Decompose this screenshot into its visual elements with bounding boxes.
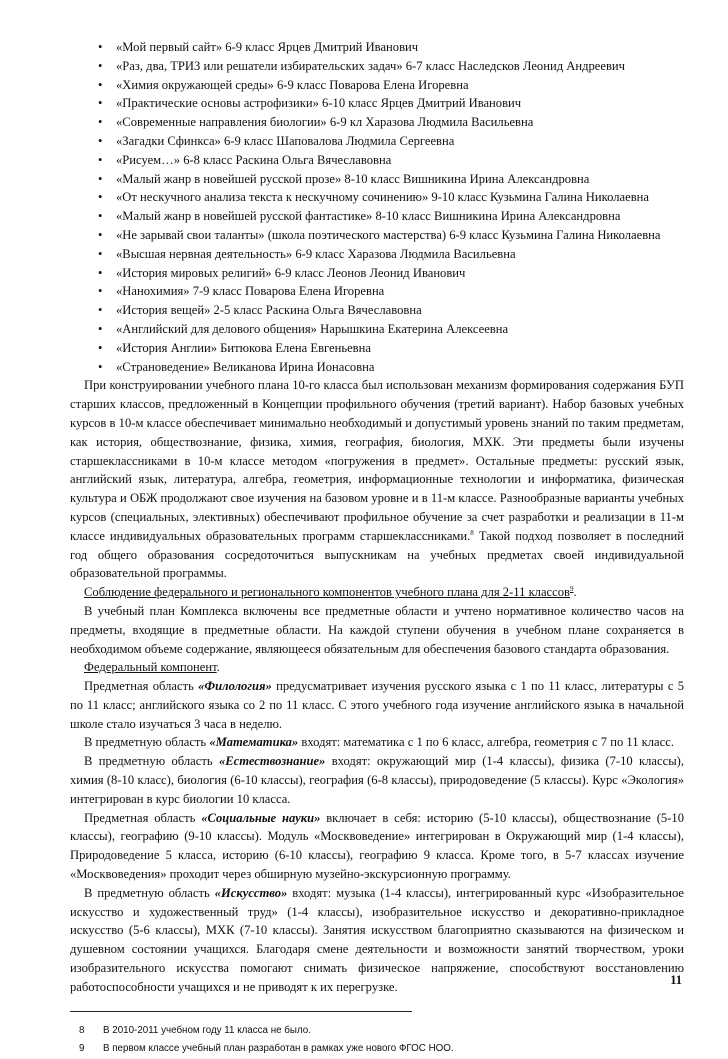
list-item: • «Малый жанр в новейшей русской фантастике» 8-10 класс Вишникина Ирина Александровна [82,207,684,226]
footnote-ref-8[interactable]: 8 [470,528,474,537]
list-item: • «Высшая нервная деятельность» 6-9 класс Харазова Людмила Васильевна [82,245,684,264]
footnote-divider [70,1011,412,1012]
paragraph-mathematics: В предметную область «Математика» входят: математика с 1 по 6 класс, алгебра, геометрия с 7 по 11 класс. [84,735,674,750]
page-number: 11 [670,973,682,987]
list-item: • «Малый жанр в новейшей русской прозе» 8-10 класс Вишникина Ирина Александровна [82,170,684,189]
paragraph-philology: Предметная область «Филология» предусматривает изучения русского языка с 1 по 11 класс, литературы с 5 по 11 класс; английского языка со 2 по 11 класс. С этого учебного года изучение английского языка в начальной школе стало изучаться 3 часа в неделю. [70,679,685,731]
list-item: • «История мировых религий» 6-9 класс Леонов Леонид Иванович [82,264,684,283]
section-heading-federal: Федеральный компонент. [84,660,220,675]
elective-course-list [82,38,684,376]
list-item: • «Английский для делового общения» Нарышкина Екатерина Алексеевна [82,320,684,339]
list-item: • «Мой первый сайт» 6-9 класс Ярцев Дмитрий Иванович [82,38,684,57]
footnote-ref-9[interactable]: 9 [569,584,574,593]
paragraph-social-sciences: Предметная область «Социальные науки» включает в себя: историю (5-10 классы), обществознание (5-10 классы), географию (9-10 классы). Модуль «Москвоведение» интегрирован в Окружающий мир (1-4 классы), Природоведение 5 класса, историю (6-10 классы), географию 9 класса. Кроме того, в 5-7 классах изучение «Москвоведения» проходит через обширную музейно-экскурсионную программу. [70,810,684,882]
list-item: • «История вещей» 2-5 класс Раскина Ольга Вячеславовна [82,301,684,320]
list-item: • «История Англии» Битюкова Елена Евгеньевна [82,339,684,358]
list-item: • «Загадки Сфинкса» 6-9 класс Шаповалова Людмила Сергеевна [82,132,684,151]
footnote-text: В 2010-2011 учебном году 11 класса не было. [103,1024,311,1036]
footnote-8 [79,1022,684,1041]
paragraph-art: В предметную область «Искусство» входят: музыка (1-4 классы), интегрированный курс «Изобразительное искусство и художественный труд» (1-4 классы), изобразительное искусство и декоративно-прикладное искусство (5-6 классы), МХК (7-10 классы). Занятия искусством благоприятно сказываются на физическом и душевном состоянии учащихся. Благодаря смене деятельности и возможности занятий творчеством, уроки изобразительного искусства помогают снимать физическое напряжение, способствуют восстановлению работоспособности учащихся и не приводят к их перегрузке. [70,885,684,994]
list-item: • «Рисуем…» 6-8 класс Раскина Ольга Вячеславовна [82,151,684,170]
paragraph-bup: При конструировании учебного плана 10-го класса был использован механизм формирования содержания БУП старших классов, предложенный в Концепции профильного обучения (третий вариант). Набор базовых учебных курсов в 10-м классе обеспечивает минимально необходимый и допустимый уровень знаний по таким предметам, как история, обществознание, физика, химия, география, биология, МХК. Эти предметы были изучены старшеклассниками в 10-м классе методом «погружения в предмет». Остальные предметы: русский язык, английский язык, литература, алгебра, геометрия, информационные технологии и информатика, физическая культура и ОБЖ продолжают свое изучения на базовом уровне и в 11-м классе. Разнообразные варианты учебных курсов (специальных, элективных) обеспечивают профильное обучение за счет разработки и реализации в 11-м классе индивидуальных образовательных программ старшеклассниками.$^8$ Такой подход позволяет в последний год общего образования сосредоточиться выпускникам на учебных предметах своей индивидуальной образовательной программы. [70,378,685,581]
footnote-number: 9 [79,1043,85,1055]
list-item: • «Химия окружающей среды» 6-9 класс Поварова Елена Игоревна [82,76,684,95]
list-item: • «Нанохимия» 7-9 класс Поварова Елена Игоревна [82,282,684,301]
footnotes [79,1022,684,1059]
footnote-text: В первом классе учебный план разработан в рамках уже нового ФГОС НОО. [103,1043,454,1055]
body-text [70,376,684,996]
list-item: • «Практические основы астрофизики» 6-10 класс Ярцев Дмитрий Иванович [82,94,684,113]
paragraph-subject-areas: В учебный план Комплекса включены все предметные области и учтено нормативное количество часов на предметы, входящие в предметные области. На каждой ступени обучения в учебном плане сохраняется в необходимом объеме содержание, являющееся обязательным для обеспечения базового стандарта образования. [70,603,684,656]
list-item: • «Не зарывай свои таланты» (школа поэтического мастерства) 6-9 класс Кузьмина Галина Николаевна [82,226,684,245]
footnote-number: 8 [79,1024,85,1036]
list-item: • «Страноведение» Великанова Ирина Ионасовна [82,358,684,377]
list-item: • «От нескучного анализа текста к нескучному сочинению» 9-10 класс Кузьмина Галина Николаевна [82,188,684,207]
paragraph-natural-science: В предметную область «Естествознание» входят: окружающий мир (1-4 классы), физика (7-10 классы), химия (8-10 класс), биология (6-10 классы), география (6-8 классы), природоведение (5 классы). Курс «Экология» интегрирован в курс биологии 10 класса. [70,754,684,806]
list-item: • «Раз, два, ТРИЗ или решатели избирательских задач» 6-7 класс Наследсков Леонид Андреевич [82,57,684,76]
footnote-9 [79,1040,684,1059]
list-item: • «Современные направления биологии» 6-9 кл Харазова Людмила Васильевна [82,113,684,132]
section-heading-compliance: Соблюдение федерального и регионального компонентов учебного плана для 2-11 классов$^9$. [84,584,577,600]
